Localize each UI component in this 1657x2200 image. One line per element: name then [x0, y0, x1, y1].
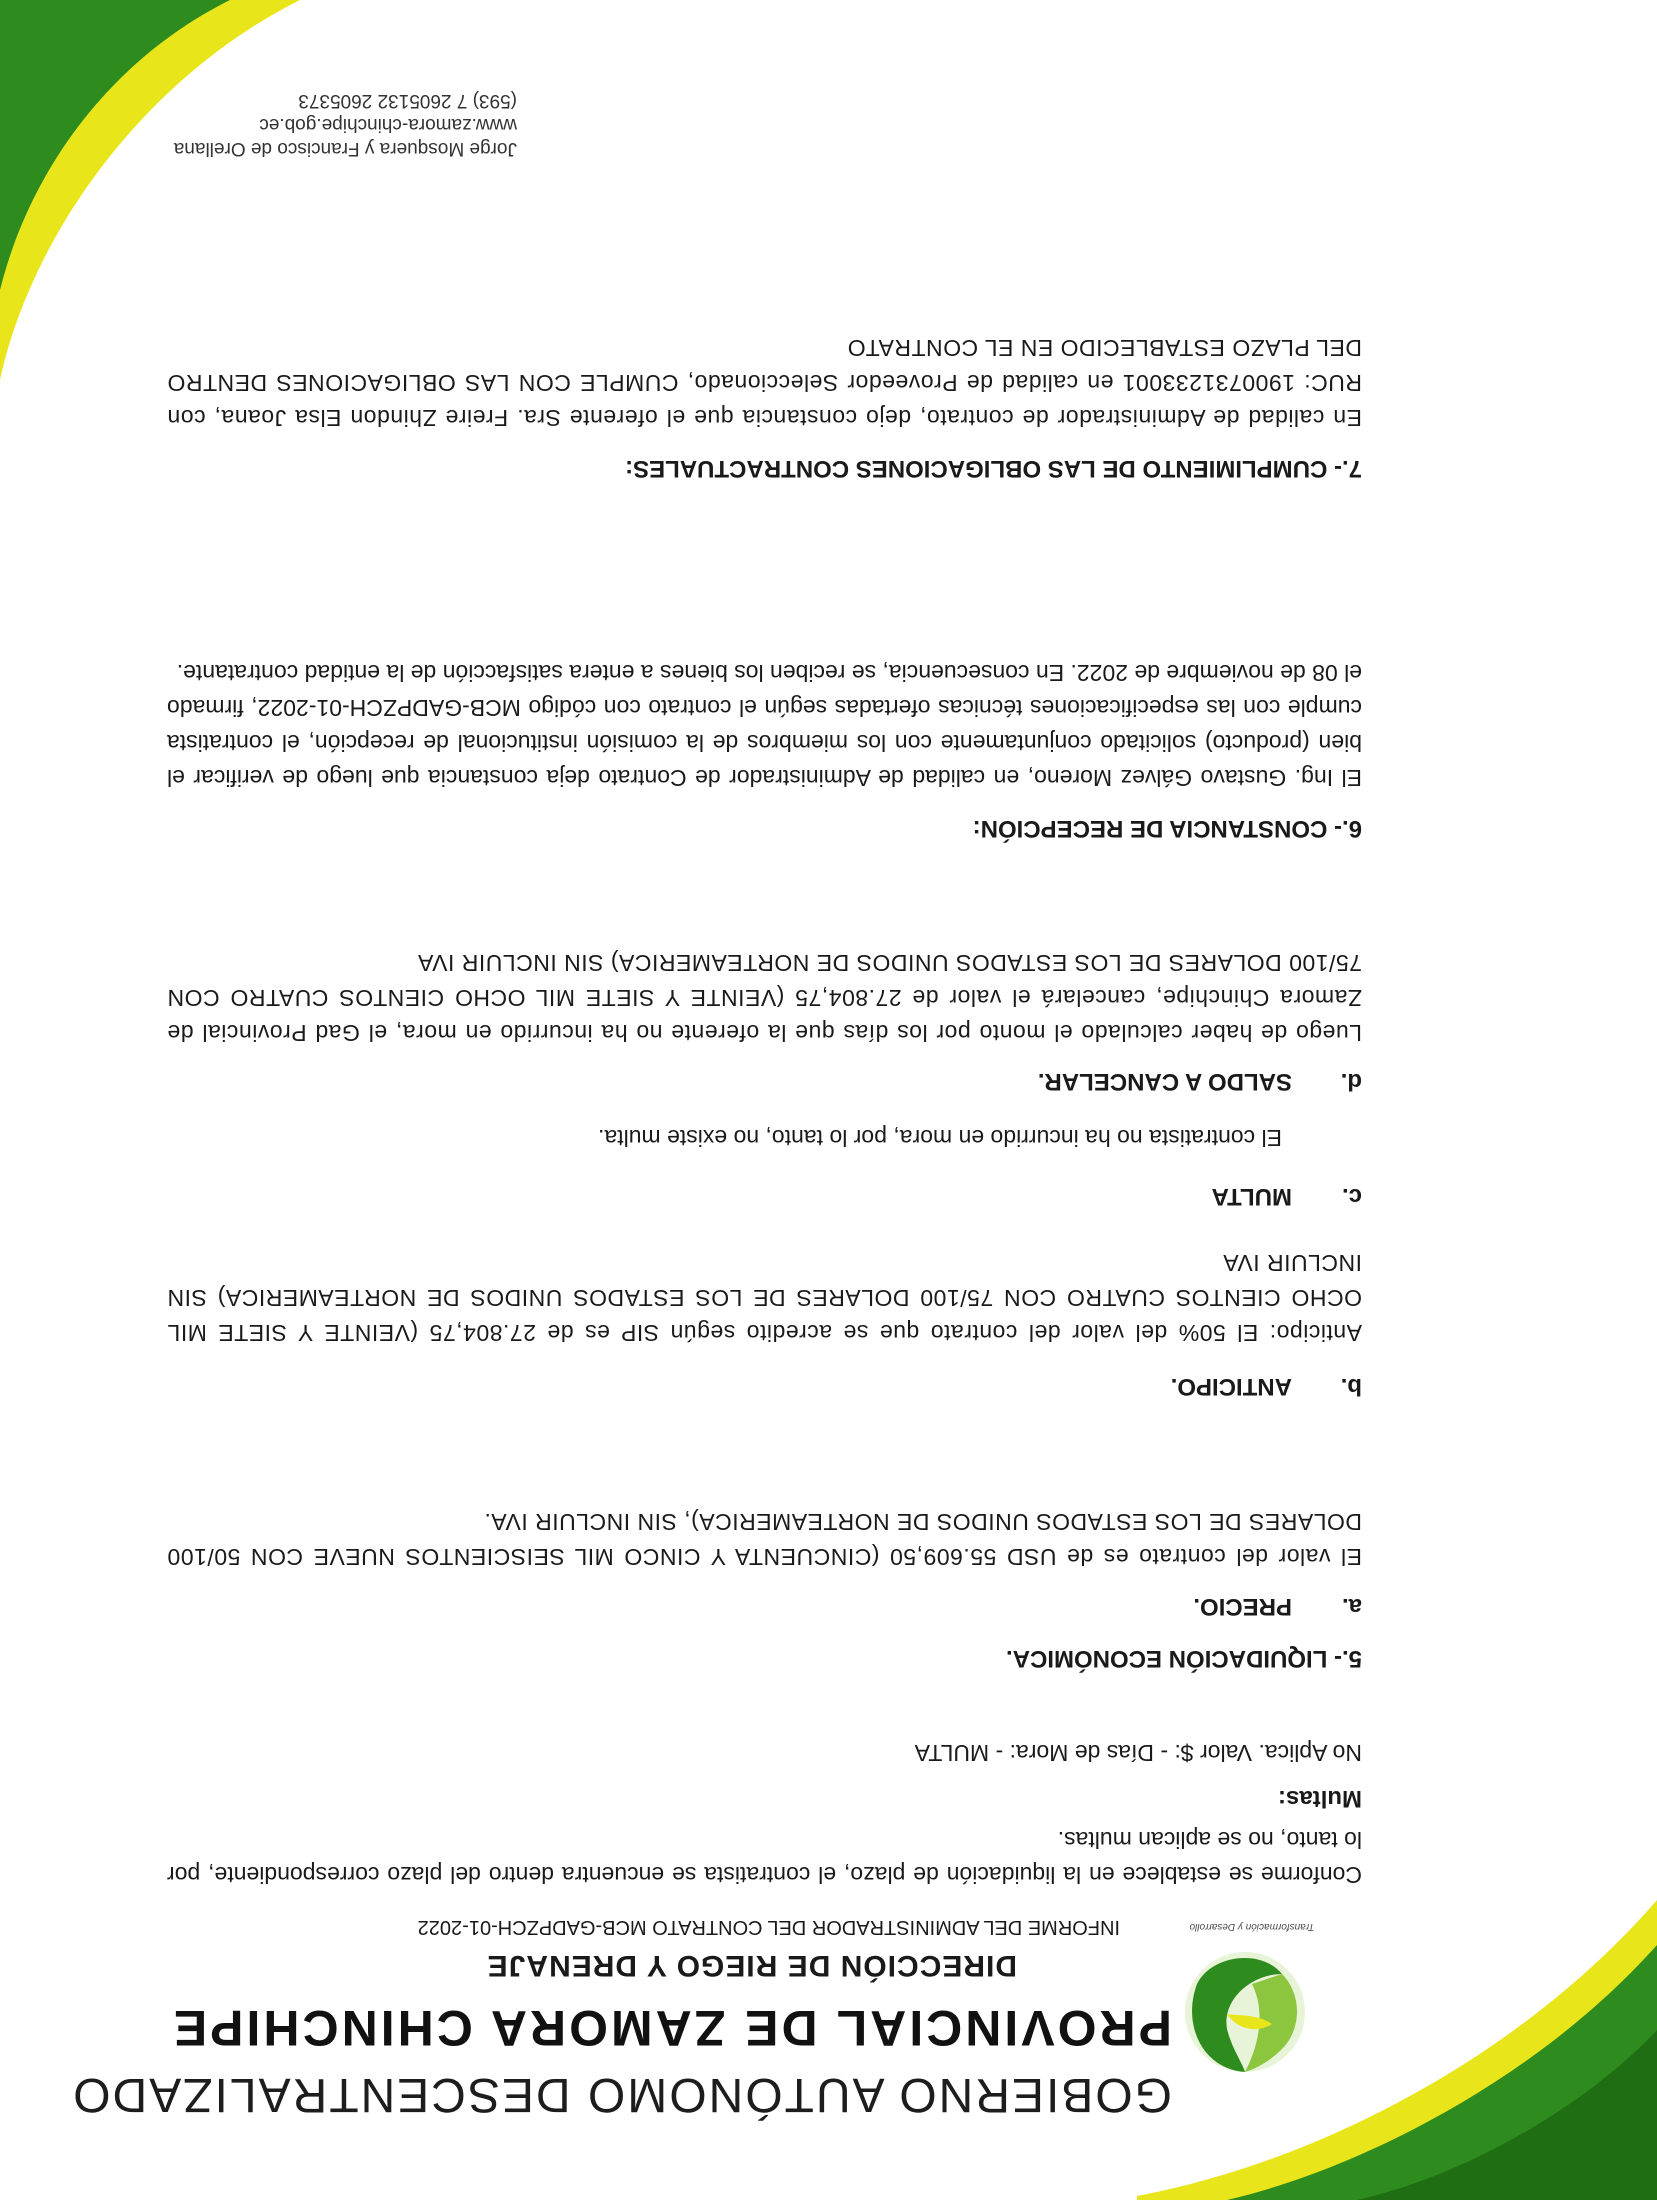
section5-heading: 5.- LIQUIDACIÓN ECONÓMICA.: [1005, 1645, 1362, 1672]
subsection-c-title: MULTA: [1211, 1183, 1292, 1210]
footer-website: www.zamora-chinchipe.gob.ec: [259, 114, 517, 135]
precio-text: El valor del contrato es de USD 55.609,50 (CINCUENTA Y CINCO MIL SEISCIENTOS NUEVE CON 50/100 DOLARES DE LOS ESTADOS UNIDOS DE NORTEAMERICA), SIN INCLUIR IVA.: [167, 1509, 1362, 1570]
section7-heading: 7.- CUMPLIMIENTO DE LAS OBLIGACIONES CONTRACTUALES:: [625, 455, 1362, 482]
subsection-a-letter: a.: [1341, 1593, 1362, 1620]
footer-contact: [174, 88, 517, 160]
section6-text: El Ing. Gustavo Gálvez Moreno, en calidad de Administrador de Contrato deja constancia que luego de verificar el bien (producto) solicitado conjuntamente con los miembros de la comisión institucional de recepción, el contratista cumple con las especificaciones técnicas ofertadas según el contrato con código MCB-GADPZCH-01-2022, firmado el 08 de noviembre de 2022. En consecuencia, se reciben los bienes a entera satisfacción de la entidad contratante.: [167, 660, 1362, 791]
saldo-text: Luego de haber calculado el monto por los días que la oferente no ha incurrido en mora, el Gad Provincial de Zamora Chinchipe, cancelará el valor de 27.804,75 (VEINTE Y SIETE MIL OCHO CIENTOS CUATRO CON 75/100 DOLARES DE LOS ESTADOS UNIDOS DE NORTEAMERICA) SIN INCLUIR IVA: [167, 950, 1362, 1046]
subsection-b-letter: b.: [1340, 1373, 1362, 1400]
subsection-a-title: PRECIO.: [1193, 1593, 1292, 1620]
subsection-d-letter: d.: [1340, 1068, 1362, 1095]
intro-paragraph: Conforme se establece en la liquidación de plazo, el contratista se encuentra dentro del plazo correspondiente, por lo tanto, no se aplican multas.: [167, 1827, 1362, 1888]
gadpzch-logo: [1177, 1944, 1312, 2084]
footer-phone: (593) 7 2605132 2605373: [298, 90, 517, 111]
section6-heading: 6.- CONSTANCIA DE RECEPCIÓN:: [972, 815, 1362, 842]
multas-text: No Aplica. Valor $: - Días de Mora: - MULTA: [914, 1740, 1362, 1766]
logo-tagline: Transformación y Desarrollo: [1189, 1921, 1315, 1932]
subsection-b-heading: [1171, 1372, 1362, 1400]
institution-name-line1: GOBIERNO AUTÓNOMO DESCENTRALIZADO: [71, 2068, 1172, 2121]
subsection-a-heading: [1193, 1592, 1362, 1620]
subsection-d-heading: [1038, 1067, 1362, 1095]
department-name: DIRECCIÓN DE RIEGO Y DRENAJE: [486, 1949, 1017, 1982]
report-title: INFORME DEL ADMINISTRADOR DEL CONTRATO MCB-GADPZCH-01-2022: [417, 1916, 1120, 1938]
corner-swoosh-bottom-right: [0, 0, 300, 380]
section7-text: En calidad de Administrador de contrato, dejo constancia que el oferente Sra. Freire Zhindon Elsa Joana, con RUC: 1900731233001 en calidad de Proveedor Seleccionado, CUMPLE CON LAS OBLIGACIONES DENTRO DEL PLAZO ESTABLECIDO EN EL CONTRATO: [167, 335, 1362, 431]
subsection-d-title: SALDO A CANCELAR.: [1037, 1068, 1292, 1095]
subsection-c-heading: [1212, 1182, 1362, 1210]
subsection-b-title: ANTICIPO.: [1170, 1373, 1292, 1400]
multas-heading: Multas:: [1278, 1785, 1362, 1812]
institution-name-line2: PROVINCIAL DE ZAMORA CHINCHIPE: [170, 2000, 1172, 2056]
subsection-c-letter: c.: [1341, 1183, 1362, 1210]
multa-text: El contratista no ha incurrido en mora, por lo tanto, no existe multa.: [598, 1125, 1282, 1151]
anticipo-text: Anticipo: El 50% del valor del contrato que se acredito según SIP es de 27.804,75 (VEINTE Y SIETE MIL OCHO CIENTOS CUATRO CON 75/100 DOLARES DE LOS ESTADOS UNIDOS DE NORTEAMERICA) SIN INCLUIR IVA: [167, 1250, 1362, 1346]
footer-address: Jorge Mosquera y Francisco de Orellana: [173, 138, 517, 159]
